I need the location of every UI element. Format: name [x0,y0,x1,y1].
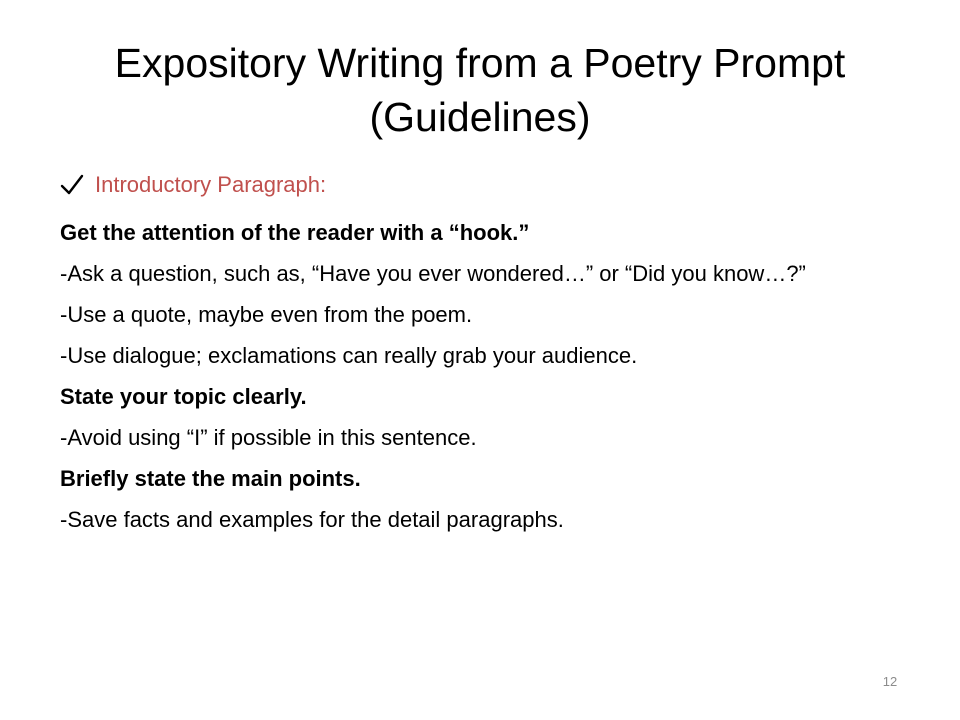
guideline-use-quote: -Use a quote, maybe even from the poem. [60,302,473,327]
checklist-heading: Introductory Paragraph: [95,172,327,197]
guideline-avoid-i: -Avoid using “I” if possible in this sentence. [60,425,477,450]
guideline-state-topic: State your topic clearly. [60,384,307,409]
slide-number: 12 [882,674,898,689]
slide-title-line-2: (Guidelines) [369,94,591,140]
guideline-use-dialogue: -Use dialogue; exclamations can really grab your audience. [60,343,638,368]
guideline-hook: Get the attention of the reader with a “hook.” [60,220,530,245]
checklist-heading-row [60,170,920,207]
slide-title-line-1: Expository Writing from a Poetry Prompt [114,40,846,86]
guideline-save-facts: -Save facts and examples for the detail paragraphs. [60,507,564,532]
slide-body [60,170,920,535]
guideline-ask-question: -Ask a question, such as, “Have you ever wondered…” or “Did you know…?” [60,261,806,286]
slide-title [48,36,912,144]
checkmark-icon [60,174,84,196]
guideline-main-points: Briefly state the main points. [60,466,361,491]
